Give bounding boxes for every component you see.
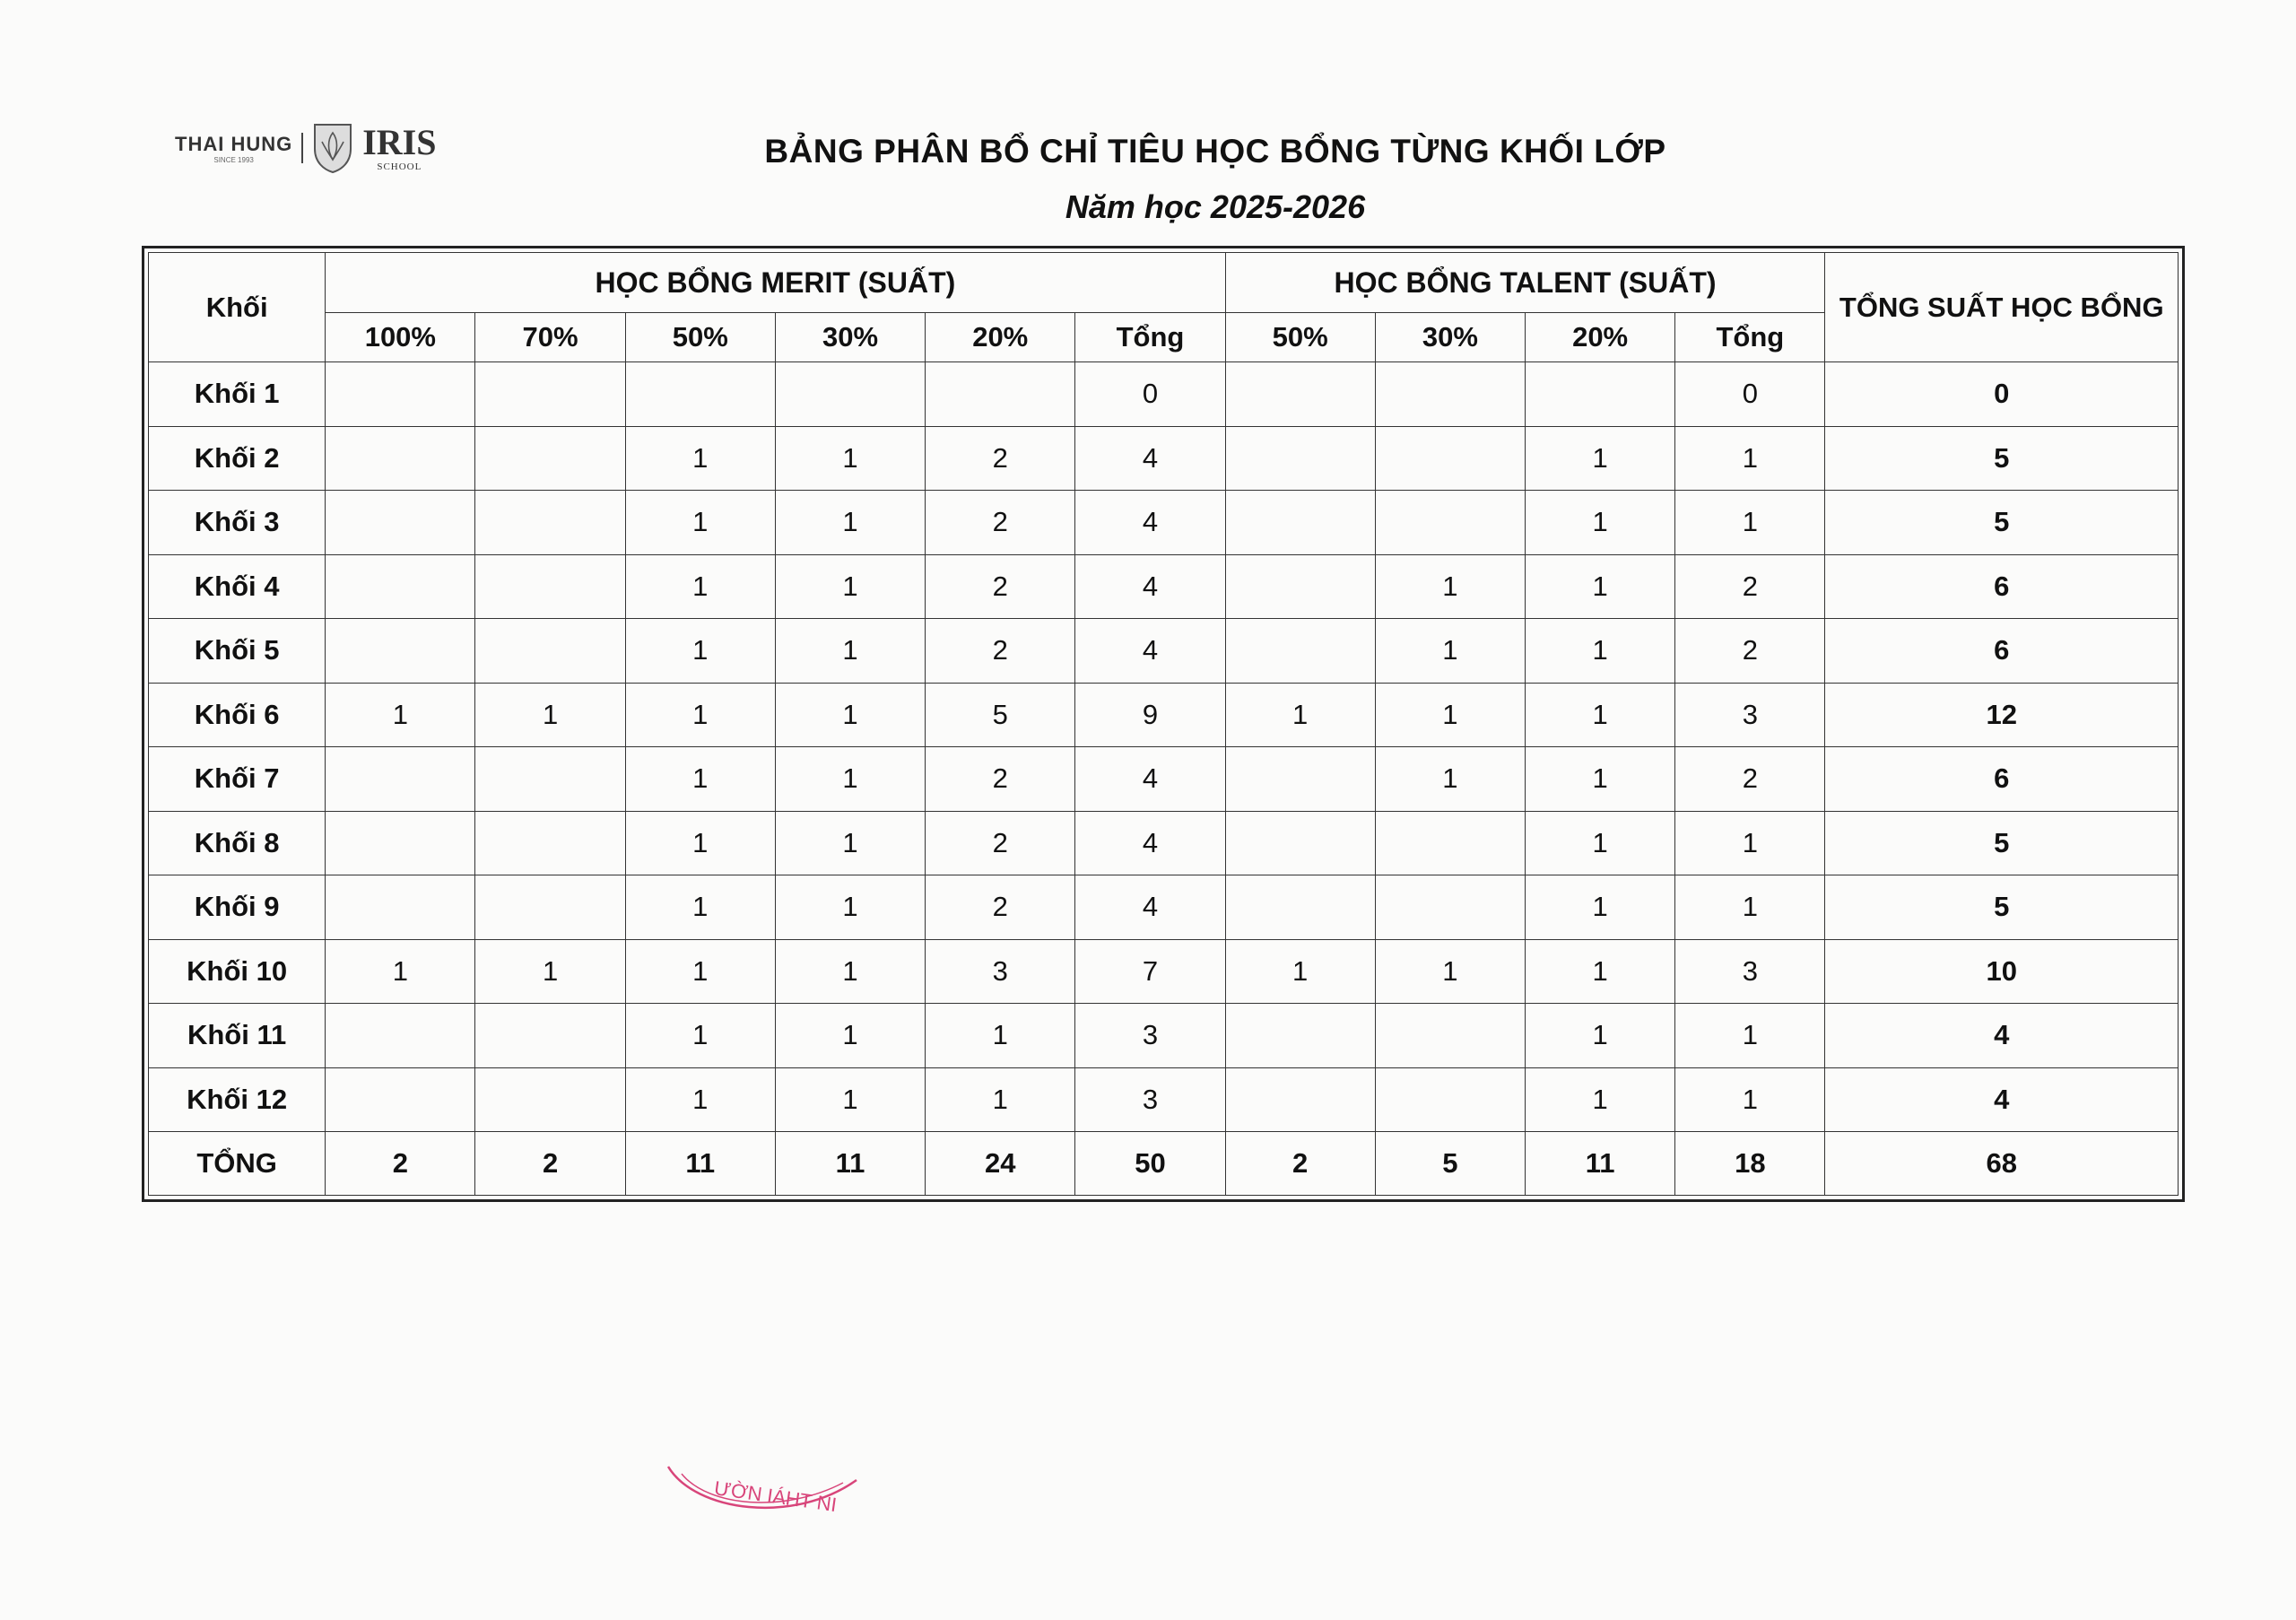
table-row	[149, 811, 2179, 875]
cell-t30: 1	[1375, 683, 1525, 747]
cell-m20: 1	[926, 1004, 1075, 1068]
cell-t20: 1	[1526, 554, 1675, 619]
cell-m70	[475, 619, 625, 684]
cell-t30: 1	[1375, 619, 1525, 684]
cell-m20: 2	[926, 426, 1075, 491]
table-row	[149, 491, 2179, 555]
row-label: Khối 10	[149, 939, 326, 1004]
cell-m20: 2	[926, 554, 1075, 619]
cell-m50: 1	[625, 811, 775, 875]
cell-m70: 1	[475, 939, 625, 1004]
cell-m50: 1	[625, 554, 775, 619]
cell-m100	[326, 747, 475, 812]
cell-grand-total: 68	[1825, 1132, 2179, 1196]
cell-m50: 1	[625, 619, 775, 684]
cell-t20: 1	[1526, 1067, 1675, 1132]
table-row	[149, 1067, 2179, 1132]
table-row	[149, 362, 2179, 427]
cell-m30: 1	[775, 619, 925, 684]
cell-tt: 1	[1675, 426, 1825, 491]
cell-t20: 1	[1526, 1004, 1675, 1068]
cell-m30: 1	[775, 554, 925, 619]
cell-m50	[625, 362, 775, 427]
cell-m20: 2	[926, 747, 1075, 812]
cell-m100	[326, 619, 475, 684]
cell-grand-total: 6	[1825, 747, 2179, 812]
header-row-1	[149, 253, 2179, 313]
cell-grand-total: 5	[1825, 426, 2179, 491]
cell-t30: 1	[1375, 747, 1525, 812]
cell-m100	[326, 362, 475, 427]
cell-t50: 2	[1225, 1132, 1375, 1196]
cell-grand-total: 5	[1825, 875, 2179, 940]
svg-text:ƯỜN IÁHT NI: ƯỜN IÁHT NI	[712, 1476, 839, 1517]
cell-m70	[475, 747, 625, 812]
cell-grand-total: 6	[1825, 619, 2179, 684]
cell-m50: 1	[625, 683, 775, 747]
cell-t50	[1225, 1004, 1375, 1068]
cell-m50: 1	[625, 875, 775, 940]
cell-m70	[475, 875, 625, 940]
cell-m30: 1	[775, 811, 925, 875]
cell-grand-total: 12	[1825, 683, 2179, 747]
cell-t20: 1	[1526, 619, 1675, 684]
cell-m20: 1	[926, 1067, 1075, 1132]
cell-mt: 4	[1075, 426, 1225, 491]
cell-mt: 3	[1075, 1004, 1225, 1068]
logo-school-text: SCHOOL	[377, 161, 422, 172]
row-label: Khối 7	[149, 747, 326, 812]
cell-m100	[326, 554, 475, 619]
cell-m20: 5	[926, 683, 1075, 747]
table-row	[149, 554, 2179, 619]
cell-m20: 2	[926, 491, 1075, 555]
cell-t20: 1	[1526, 875, 1675, 940]
cell-t20	[1526, 362, 1675, 427]
cell-t20: 1	[1526, 491, 1675, 555]
header-talent-col: 30%	[1375, 313, 1525, 362]
cell-grand-total: 10	[1825, 939, 2179, 1004]
header-merit-col: Tổng	[1075, 313, 1225, 362]
cell-tt: 2	[1675, 747, 1825, 812]
row-label: Khối 2	[149, 426, 326, 491]
cell-m70	[475, 811, 625, 875]
cell-m30: 1	[775, 491, 925, 555]
cell-tt: 1	[1675, 491, 1825, 555]
row-label: Khối 9	[149, 875, 326, 940]
cell-mt: 7	[1075, 939, 1225, 1004]
cell-m100	[326, 875, 475, 940]
header-talent-col: 20%	[1526, 313, 1675, 362]
cell-t50	[1225, 491, 1375, 555]
cell-m20: 2	[926, 875, 1075, 940]
cell-t50	[1225, 619, 1375, 684]
cell-t50: 1	[1225, 683, 1375, 747]
header-merit-col: 20%	[926, 313, 1075, 362]
cell-m100	[326, 1067, 475, 1132]
header-merit-col: 50%	[625, 313, 775, 362]
cell-m70: 2	[475, 1132, 625, 1196]
cell-m50: 11	[625, 1132, 775, 1196]
cell-m20: 3	[926, 939, 1075, 1004]
cell-t30	[1375, 1004, 1525, 1068]
row-label: Khối 1	[149, 362, 326, 427]
cell-m20	[926, 362, 1075, 427]
cell-tt: 18	[1675, 1132, 1825, 1196]
cell-m70	[475, 426, 625, 491]
cell-m50: 1	[625, 747, 775, 812]
cell-mt: 4	[1075, 491, 1225, 555]
cell-grand-total: 4	[1825, 1067, 2179, 1132]
logo-since-text: SINCE 1993	[213, 155, 254, 164]
cell-m70	[475, 1067, 625, 1132]
logo-thai-hung-text: THAI HUNG	[175, 132, 293, 155]
header-merit-col: 70%	[475, 313, 625, 362]
cell-m100	[326, 426, 475, 491]
cell-t50	[1225, 747, 1375, 812]
page-title: BẢNG PHÂN BỔ CHỈ TIÊU HỌC BỔNG TỪNG KHỐI LỚP	[764, 133, 1666, 170]
total-row	[149, 1132, 2179, 1196]
cell-t50	[1225, 811, 1375, 875]
table-row	[149, 426, 2179, 491]
cell-m100	[326, 1004, 475, 1068]
cell-grand-total: 5	[1825, 811, 2179, 875]
cell-m30: 1	[775, 683, 925, 747]
header-merit: HỌC BỔNG MERIT (SUẤT)	[326, 253, 1225, 313]
header-merit-col: 100%	[326, 313, 475, 362]
row-label: Khối 11	[149, 1004, 326, 1068]
cell-m70: 1	[475, 683, 625, 747]
cell-m50: 1	[625, 939, 775, 1004]
cell-m50: 1	[625, 1004, 775, 1068]
cell-t50	[1225, 875, 1375, 940]
cell-mt: 4	[1075, 811, 1225, 875]
table-row	[149, 619, 2179, 684]
cell-t20: 11	[1526, 1132, 1675, 1196]
cell-t50	[1225, 426, 1375, 491]
table-row	[149, 747, 2179, 812]
cell-t30: 5	[1375, 1132, 1525, 1196]
cell-tt: 3	[1675, 683, 1825, 747]
cell-m30	[775, 362, 925, 427]
cell-grand-total: 6	[1825, 554, 2179, 619]
cell-m70	[475, 1004, 625, 1068]
cell-tt: 1	[1675, 1067, 1825, 1132]
cell-t20: 1	[1526, 426, 1675, 491]
cell-t30: 1	[1375, 939, 1525, 1004]
cell-t30	[1375, 426, 1525, 491]
cell-m30: 1	[775, 1004, 925, 1068]
cell-mt: 4	[1075, 554, 1225, 619]
table-row	[149, 939, 2179, 1004]
page-subtitle: Năm học 2025-2026	[1065, 188, 1366, 225]
cell-m30: 1	[775, 939, 925, 1004]
cell-m100	[326, 491, 475, 555]
row-label: Khối 8	[149, 811, 326, 875]
header-talent-col: 50%	[1225, 313, 1375, 362]
cell-t20: 1	[1526, 811, 1675, 875]
cell-m30: 1	[775, 875, 925, 940]
table-body	[149, 362, 2179, 1196]
cell-t50	[1225, 554, 1375, 619]
cell-m70	[475, 491, 625, 555]
cell-mt: 50	[1075, 1132, 1225, 1196]
row-label: TỔNG	[149, 1132, 326, 1196]
cell-tt: 1	[1675, 811, 1825, 875]
cell-t20: 1	[1526, 747, 1675, 812]
cell-mt: 9	[1075, 683, 1225, 747]
header-khoi: Khối	[149, 253, 326, 362]
cell-m70	[475, 362, 625, 427]
cell-t30	[1375, 362, 1525, 427]
cell-m100: 1	[326, 683, 475, 747]
cell-mt: 4	[1075, 747, 1225, 812]
cell-grand-total: 4	[1825, 1004, 2179, 1068]
cell-m70	[475, 554, 625, 619]
cell-m30: 11	[775, 1132, 925, 1196]
row-label: Khối 6	[149, 683, 326, 747]
cell-mt: 0	[1075, 362, 1225, 427]
cell-mt: 3	[1075, 1067, 1225, 1132]
table-row	[149, 1004, 2179, 1068]
header-merit-col: 30%	[775, 313, 925, 362]
cell-grand-total: 0	[1825, 362, 2179, 427]
cell-t30	[1375, 811, 1525, 875]
row-label: Khối 4	[149, 554, 326, 619]
row-label: Khối 5	[149, 619, 326, 684]
row-label: Khối 12	[149, 1067, 326, 1132]
school-seal	[659, 1458, 865, 1538]
cell-m100	[326, 811, 475, 875]
cell-m50: 1	[625, 491, 775, 555]
cell-m30: 1	[775, 1067, 925, 1132]
scholarship-table	[148, 252, 2179, 1196]
cell-t20: 1	[1526, 683, 1675, 747]
cell-tt: 2	[1675, 554, 1825, 619]
cell-m30: 1	[775, 426, 925, 491]
cell-t50: 1	[1225, 939, 1375, 1004]
cell-t30	[1375, 491, 1525, 555]
cell-tt: 1	[1675, 875, 1825, 940]
cell-t30	[1375, 875, 1525, 940]
cell-m20: 2	[926, 619, 1075, 684]
cell-tt: 2	[1675, 619, 1825, 684]
cell-t30: 1	[1375, 554, 1525, 619]
cell-t50	[1225, 1067, 1375, 1132]
cell-tt: 3	[1675, 939, 1825, 1004]
cell-t20: 1	[1526, 939, 1675, 1004]
cell-m50: 1	[625, 426, 775, 491]
cell-tt: 0	[1675, 362, 1825, 427]
cell-tt: 1	[1675, 1004, 1825, 1068]
cell-m100: 2	[326, 1132, 475, 1196]
header-talent-col: Tổng	[1675, 313, 1825, 362]
header-total: TỔNG SUẤT HỌC BỔNG	[1825, 253, 2179, 362]
header-talent: HỌC BỔNG TALENT (SUẤT)	[1225, 253, 1825, 313]
table-row	[149, 875, 2179, 940]
cell-m20: 2	[926, 811, 1075, 875]
cell-t30	[1375, 1067, 1525, 1132]
row-label: Khối 3	[149, 491, 326, 555]
table-row	[149, 683, 2179, 747]
cell-mt: 4	[1075, 619, 1225, 684]
cell-m50: 1	[625, 1067, 775, 1132]
cell-m20: 24	[926, 1132, 1075, 1196]
cell-m100: 1	[326, 939, 475, 1004]
scholarship-table-frame	[142, 246, 2185, 1202]
cell-m30: 1	[775, 747, 925, 812]
logo-iris-text: IRIS	[362, 121, 437, 162]
cell-mt: 4	[1075, 875, 1225, 940]
cell-grand-total: 5	[1825, 491, 2179, 555]
cell-t50	[1225, 362, 1375, 427]
